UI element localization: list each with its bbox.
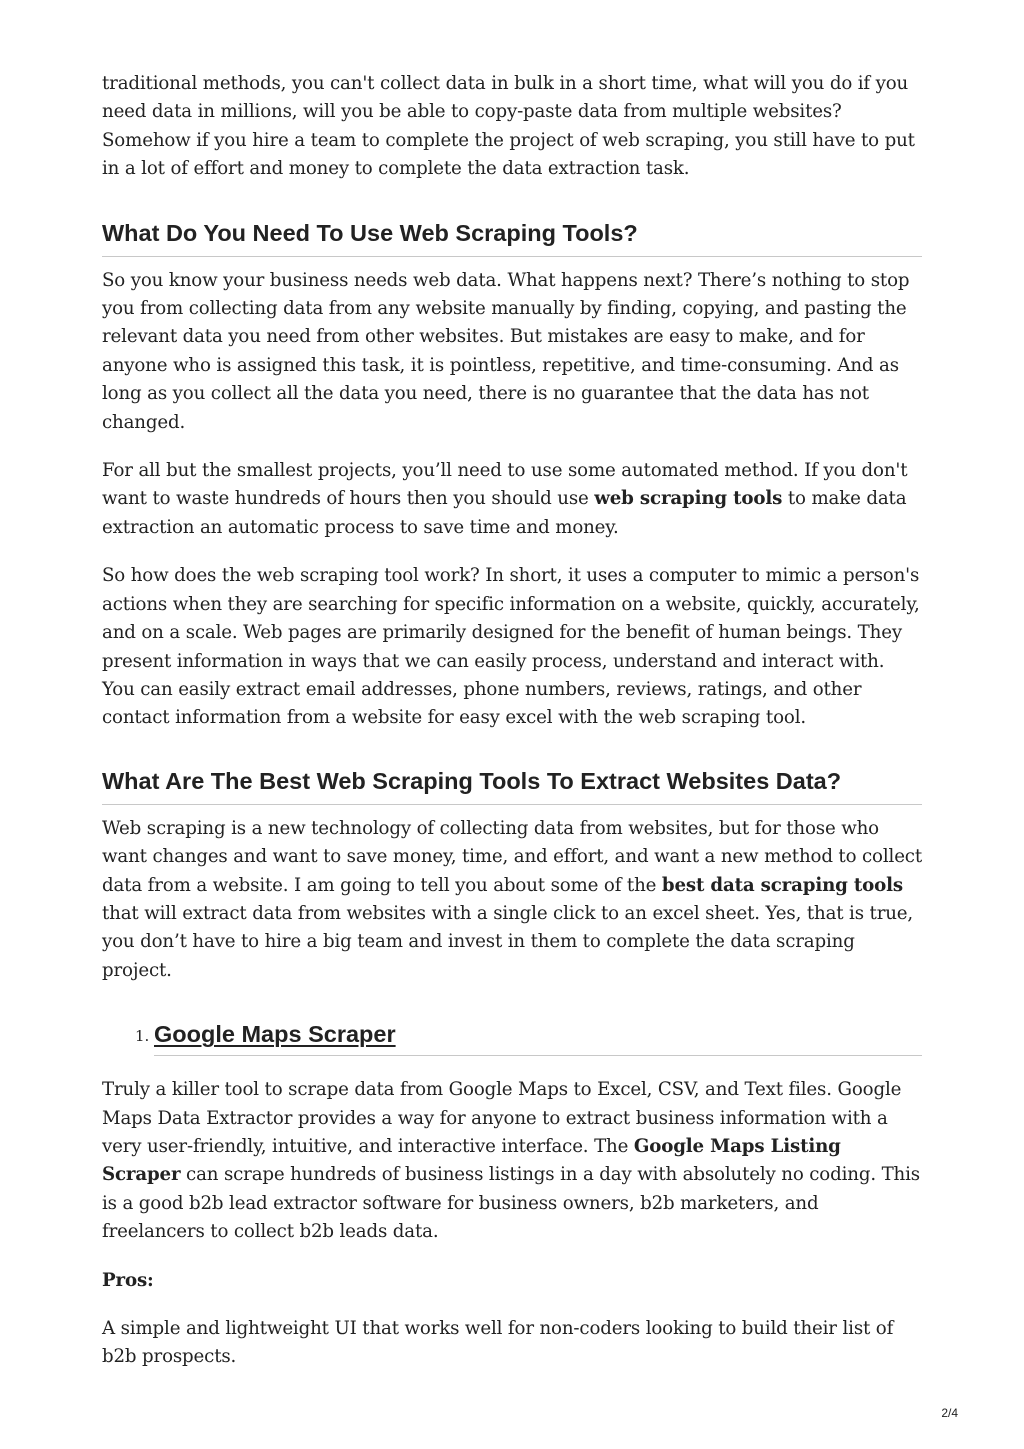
- bold-best-data-scraping-tools: best data scraping tools: [661, 874, 903, 896]
- pros-label: Pros:: [102, 1269, 154, 1291]
- google-maps-scraper-link[interactable]: Google Maps Scraper: [154, 1021, 396, 1048]
- bold-google-maps-listing-scraper: Google Maps Listing Scraper: [102, 1135, 841, 1186]
- list-item-paragraph: Truly a killer tool to scrape data from Google Maps to Excel, CSV, and Text files. Google Maps Data Extractor provides a way for anyone to extract business information with a very user-friendly, intuitive, and interactive interface. The Google Maps Listing Scraper can scrape hundreds of business listings in a day with absolutely no coding. This is a good b2b lead extractor software for business owners, b2b marketers, and freelancers to collect b2b leads data.: [102, 1079, 920, 1243]
- section2-paragraph-1: Web scraping is a new technology of collecting data from websites, but for those who want changes and want to save money, time, and effort, and want a new method to collect data from a website. I am going to tell you about some of the best data scraping tools that will extract data from websites with a single click to an excel sheet. Yes, that is true, you don’t have to hire a big team and invest in them to complete the data scraping project.: [102, 817, 923, 981]
- section-heading-what-do-you-need: What Do You Need To Use Web Scraping Tools?: [102, 218, 922, 257]
- section1-paragraph-3: So how does the web scraping tool work? In short, it uses a computer to mimic a person's actions when they are searching for specific information on a website, quickly, accurately, and on a scale. Web pages are primarily designed for the benefit of human beings. They present information in ways that we can easily process, understand and interact with. You can easily extract email addresses, phone numbers, reviews, ratings, and other contact information from a website for easy excel with the web scraping tool.: [102, 565, 920, 729]
- page-number: 2/4: [941, 1406, 958, 1420]
- list-item-number: 1.: [135, 1027, 150, 1046]
- document-body: [102, 70, 922, 1372]
- section1-paragraph-2: For all but the smallest projects, you’ll need to use some automated method. If you don't want to waste hundreds of hours then you should use web scraping tools to make data extraction an automatic process to save time and money.: [102, 460, 908, 538]
- section-heading-best-tools: What Are The Best Web Scraping Tools To Extract Websites Data?: [102, 766, 922, 805]
- section1-paragraph-1: So you know your business needs web data. What happens next? There’s nothing to stop you from collecting data from any website manually by finding, copying, and pasting the relevant data you need from other websites. But mistakes are easy to make, and for anyone who is assigned this task, it is pointless, repetitive, and time-consuming. And as long as you collect all the data you need, there is no guarantee that the data has not changed.: [102, 269, 910, 433]
- pros-text: A simple and lightweight UI that works well for non-coders looking to build their list of b2b prospects.: [102, 1318, 894, 1368]
- bold-web-scraping-tools: web scraping tools: [594, 488, 783, 510]
- intro-paragraph: traditional methods, you can't collect data in bulk in a short time, what will you do if you need data in millions, will you be able to copy-paste data from multiple websites? Somehow if you hire a team to complete the project of web scraping, you still have to put in a lot of effort and money to complete the data extraction task.: [102, 73, 915, 180]
- list-item-heading: [135, 1019, 922, 1056]
